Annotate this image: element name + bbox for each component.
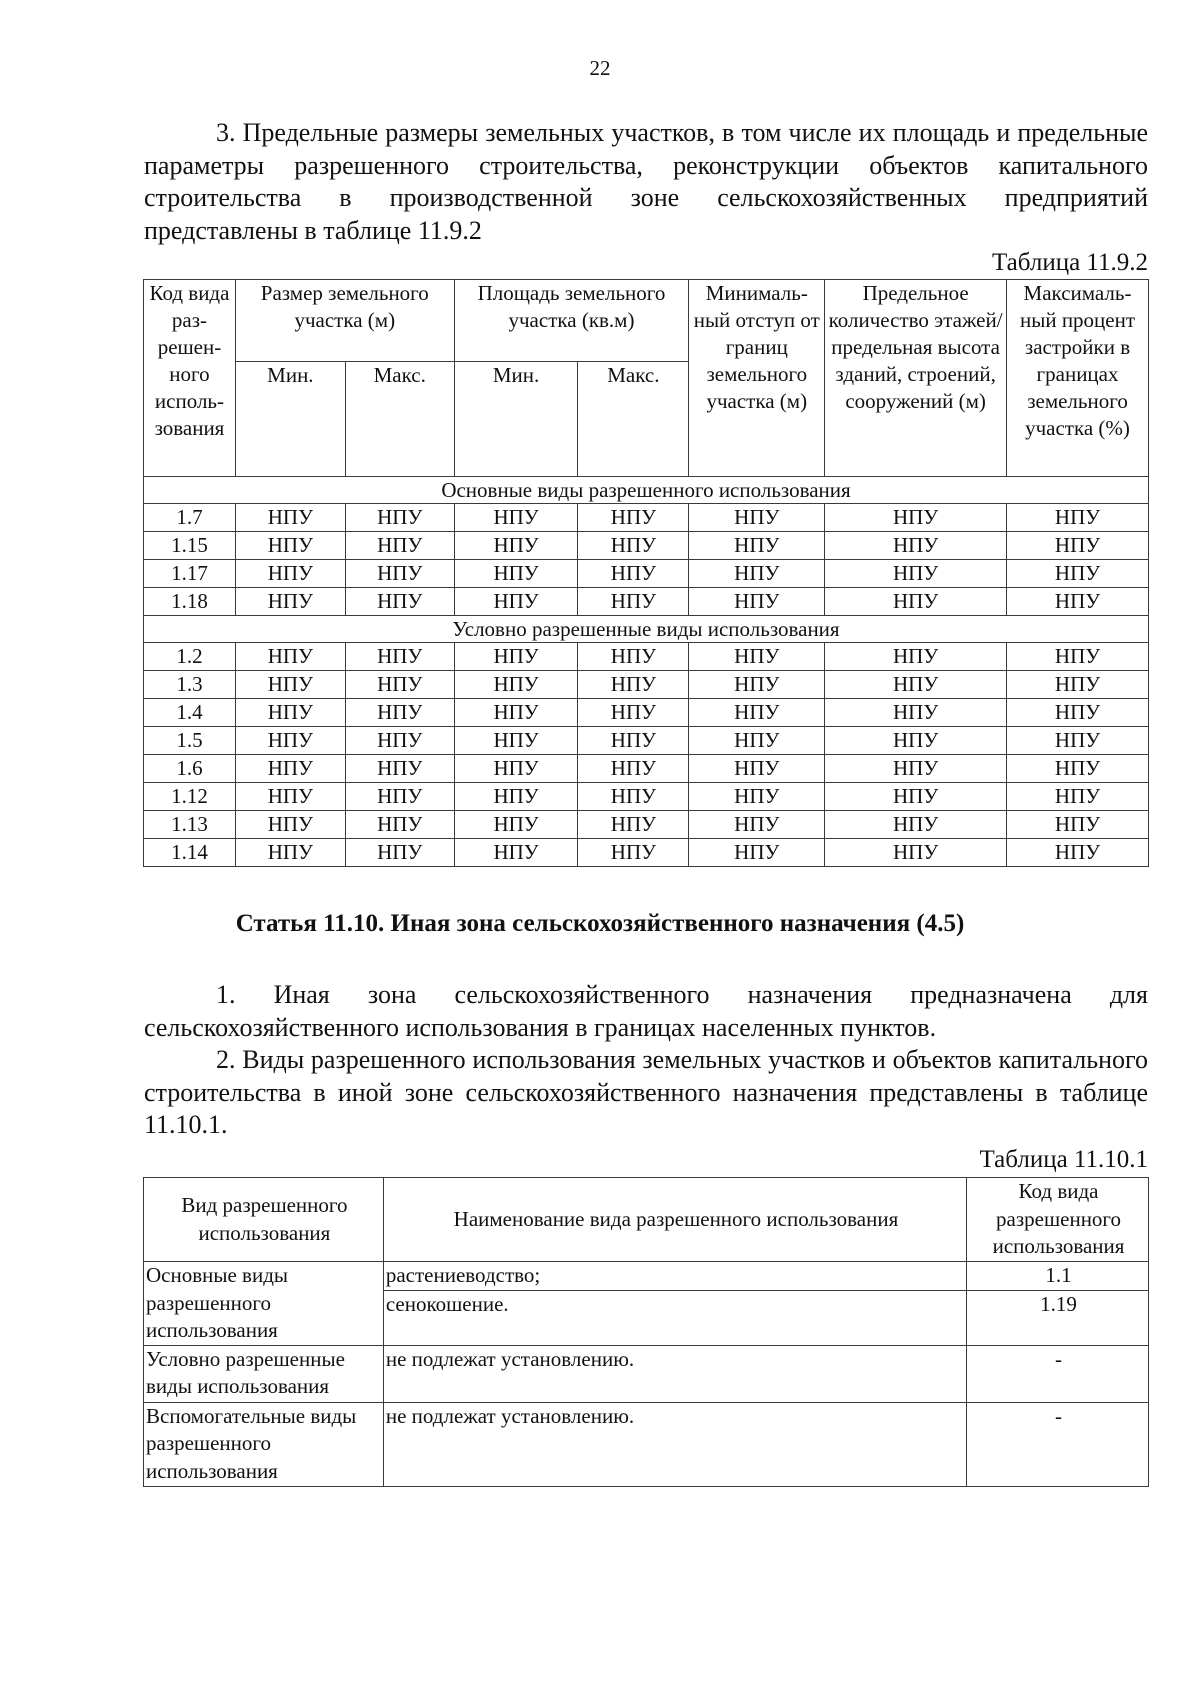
table-row <box>144 839 1149 867</box>
row-value: НПУ <box>689 839 825 867</box>
article-title: Статья 11.10. Иная зона сельскохозяйственного назначения (4.5) <box>235 910 965 937</box>
paragraph-zone-purpose: 1. Иная зона сельскохозяйственного назначения предназначена для сельскохозяйственного использования в границах населенных пунктов. <box>144 980 1148 1042</box>
row-value: НПУ <box>578 811 689 839</box>
row-value: НПУ <box>578 783 689 811</box>
row-value: НПУ <box>578 532 689 560</box>
table-row <box>144 811 1149 839</box>
table-row <box>144 532 1149 560</box>
row-value: НПУ <box>825 504 1007 532</box>
header-usage-name: Наименование вида разрешенного использования <box>383 1178 966 1262</box>
row-value: НПУ <box>345 643 454 671</box>
table-row <box>144 755 1149 783</box>
row-value: НПУ <box>345 588 454 616</box>
page-number: 22 <box>589 56 611 80</box>
row-value: НПУ <box>345 532 454 560</box>
table-row <box>144 643 1149 671</box>
row-value: НПУ <box>454 671 578 699</box>
row-value: НПУ <box>454 643 578 671</box>
usage-code-crop: 1.1 <box>967 1262 1149 1291</box>
header-area-min: Мин. <box>454 362 578 477</box>
row-value: НПУ <box>235 588 345 616</box>
row-value: НПУ <box>454 699 578 727</box>
header-usage-type: Вид разрешенного использования <box>144 1178 384 1262</box>
row-value: НПУ <box>454 755 578 783</box>
row-value: НПУ <box>1007 671 1149 699</box>
row-value: НПУ <box>454 727 578 755</box>
usage-types-table <box>143 1177 1149 1487</box>
row-value: НПУ <box>825 643 1007 671</box>
header-code: Код вида раз-решен-ного исполь-зования <box>144 280 236 477</box>
row-value: НПУ <box>1007 699 1149 727</box>
row-value: НПУ <box>825 671 1007 699</box>
header-area-max: Макс. <box>578 362 689 477</box>
table-row <box>144 671 1149 699</box>
row-value: НПУ <box>454 588 578 616</box>
row-value: НПУ <box>1007 783 1149 811</box>
row-code: 1.13 <box>144 811 236 839</box>
row-value: НПУ <box>578 671 689 699</box>
row-value: НПУ <box>825 588 1007 616</box>
row-code: 1.3 <box>144 671 236 699</box>
row-value: НПУ <box>578 643 689 671</box>
row-code: 1.4 <box>144 699 236 727</box>
row-value: НПУ <box>454 504 578 532</box>
limits-table-body <box>144 477 1149 867</box>
row-value: НПУ <box>235 643 345 671</box>
row-value: НПУ <box>578 699 689 727</box>
row-value: НПУ <box>825 811 1007 839</box>
row-code: 1.6 <box>144 755 236 783</box>
header-usage-code: Код вида разрешенного использования <box>967 1178 1149 1262</box>
row-value: НПУ <box>689 727 825 755</box>
row-code: 1.5 <box>144 727 236 755</box>
row-value: НПУ <box>689 588 825 616</box>
row-value: НПУ <box>345 783 454 811</box>
usage-code-auxiliary: - <box>967 1402 1149 1486</box>
row-value: НПУ <box>825 755 1007 783</box>
row-value: НПУ <box>578 588 689 616</box>
paragraph-table-intro: 3. Предельные размеры земельных участков, в том числе их площадь и предельные параметры разрешенного строительства, реконструкции объектов капитального строительства в производственной зоне сельскохозяйственных предприятий представлены в таблице 11.9.2 <box>144 118 1148 245</box>
row-value: НПУ <box>825 532 1007 560</box>
row-value: НПУ <box>454 560 578 588</box>
row-value: НПУ <box>1007 588 1149 616</box>
row-value: НПУ <box>235 560 345 588</box>
header-floors: Предельное количество этажей/ предельная высота зданий, строений, сооружений (м) <box>825 280 1007 477</box>
row-value: НПУ <box>1007 532 1149 560</box>
row-value: НПУ <box>578 560 689 588</box>
row-value: НПУ <box>1007 643 1149 671</box>
row-value: НПУ <box>1007 839 1149 867</box>
table-row <box>144 588 1149 616</box>
row-code: 1.17 <box>144 560 236 588</box>
usage-type-main: Основные виды разрешенного использования <box>144 1262 384 1346</box>
row-value: НПУ <box>689 560 825 588</box>
usage-name-conditional: не подлежат установлению. <box>383 1345 966 1402</box>
table-row <box>144 504 1149 532</box>
row-value: НПУ <box>825 699 1007 727</box>
row-value: НПУ <box>454 783 578 811</box>
row-value: НПУ <box>689 811 825 839</box>
section-title: Условно разрешенные виды использования <box>144 616 1149 643</box>
row-value: НПУ <box>689 504 825 532</box>
row-code: 1.7 <box>144 504 236 532</box>
row-value: НПУ <box>345 727 454 755</box>
header-size-min: Мин. <box>235 362 345 477</box>
row-value: НПУ <box>454 811 578 839</box>
row-value: НПУ <box>235 699 345 727</box>
row-code: 1.12 <box>144 783 236 811</box>
row-value: НПУ <box>689 755 825 783</box>
table-row <box>144 560 1149 588</box>
row-value: НПУ <box>345 504 454 532</box>
row-value: НПУ <box>825 560 1007 588</box>
row-code: 1.2 <box>144 643 236 671</box>
usage-name-auxiliary: не подлежат установлению. <box>383 1402 966 1486</box>
row-value: НПУ <box>1007 560 1149 588</box>
usage-code-conditional: - <box>967 1345 1149 1402</box>
row-value: НПУ <box>345 839 454 867</box>
row-value: НПУ <box>345 699 454 727</box>
usage-name-haymaking: сенокошение. <box>383 1290 966 1345</box>
limits-table <box>143 279 1149 867</box>
row-value: НПУ <box>454 532 578 560</box>
table-caption-11-9-2: Таблица 11.9.2 <box>992 249 1148 276</box>
row-value: НПУ <box>825 783 1007 811</box>
row-code: 1.18 <box>144 588 236 616</box>
row-value: НПУ <box>345 811 454 839</box>
row-value: НПУ <box>578 727 689 755</box>
row-value: НПУ <box>578 755 689 783</box>
table-row <box>144 727 1149 755</box>
row-value: НПУ <box>1007 811 1149 839</box>
usage-type-conditional: Условно разрешенные виды использования <box>144 1345 384 1402</box>
row-value: НПУ <box>1007 755 1149 783</box>
section-title: Основные виды разрешенного использования <box>144 477 1149 504</box>
row-value: НПУ <box>345 671 454 699</box>
row-value: НПУ <box>235 671 345 699</box>
row-value: НПУ <box>235 783 345 811</box>
row-value: НПУ <box>235 755 345 783</box>
header-size: Размер земельного участка (м) <box>235 280 454 362</box>
row-value: НПУ <box>825 727 1007 755</box>
row-value: НПУ <box>1007 504 1149 532</box>
header-area: Площадь земельного участка (кв.м) <box>454 280 689 362</box>
row-code: 1.15 <box>144 532 236 560</box>
row-value: НПУ <box>345 560 454 588</box>
paragraph-table-reference: 2. Виды разрешенного использования земельных участков и объектов капитального строительства в иной зоне сельскохозяйственного назначения представлены в таблице 11.10.1. <box>144 1045 1148 1139</box>
row-value: НПУ <box>235 532 345 560</box>
usage-name-crop: растениеводство; <box>383 1262 966 1291</box>
row-value: НПУ <box>689 699 825 727</box>
row-value: НПУ <box>235 504 345 532</box>
row-value: НПУ <box>454 839 578 867</box>
row-value: НПУ <box>235 839 345 867</box>
table-row <box>144 783 1149 811</box>
row-code: 1.14 <box>144 839 236 867</box>
header-coverage: Максималь-ный процент застройки в границах земельного участка (%) <box>1007 280 1149 477</box>
header-setback: Минималь-ный отступ от границ земельного участка (м) <box>689 280 825 477</box>
row-value: НПУ <box>578 839 689 867</box>
row-value: НПУ <box>235 811 345 839</box>
row-value: НПУ <box>578 504 689 532</box>
table-row <box>144 699 1149 727</box>
row-value: НПУ <box>689 532 825 560</box>
row-value: НПУ <box>825 839 1007 867</box>
row-value: НПУ <box>1007 727 1149 755</box>
table-caption-11-10-1: Таблица 11.10.1 <box>979 1146 1148 1173</box>
row-value: НПУ <box>689 783 825 811</box>
usage-type-auxiliary: Вспомогательные виды разрешенного использования <box>144 1402 384 1486</box>
row-value: НПУ <box>235 727 345 755</box>
row-value: НПУ <box>345 755 454 783</box>
row-value: НПУ <box>689 643 825 671</box>
header-size-max: Макс. <box>345 362 454 477</box>
usage-code-haymaking: 1.19 <box>967 1290 1149 1345</box>
row-value: НПУ <box>689 671 825 699</box>
